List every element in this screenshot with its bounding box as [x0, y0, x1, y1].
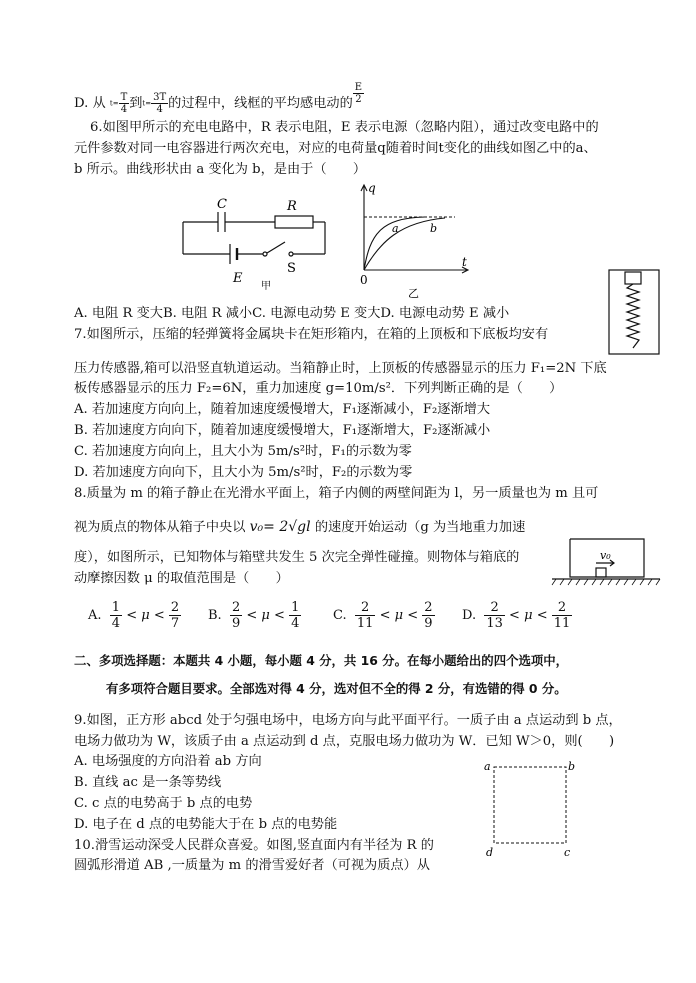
point-b-label: b	[568, 760, 576, 773]
q8-line2	[74, 518, 525, 537]
graph-fig-label: 乙	[408, 287, 419, 300]
opt-rel: <	[536, 608, 548, 623]
q8-line1: 8.质量为 m 的箱子静止在光滑水平面上，箱子内侧的两壁间距为 l，另一质量也为 m 且可	[74, 486, 599, 501]
q10-line1: 10.滑雪运动深受人民群众喜爱。如图,竖直面内有半径为 R 的	[74, 838, 434, 853]
v0-formula: v₀= 2√gl	[249, 519, 311, 535]
box-v0-label: v₀	[600, 549, 611, 562]
charge-time-graph	[350, 180, 480, 300]
opt-right-frac: $\frac{1}{4}$	[291, 600, 300, 631]
q8-line2-b: 的速度开始运动（g 为当地重力加速	[314, 520, 526, 535]
q6-line1: 6.如图甲所示的充电电路中，R 表示电阻，E 表示电源（忽略内阻），通过改变电路中的	[90, 120, 599, 135]
q9-option-d: D. 电子在 d 点的电势能大于在 b 点的电势能	[74, 817, 338, 832]
e-fraction: $\frac{E}{2}$	[354, 82, 363, 105]
q9-option-c: C. c 点的电势高于 b 点的电势	[74, 796, 253, 811]
opt-rel: <	[246, 608, 258, 623]
opt-label: C.	[333, 608, 347, 623]
opt-mu: μ	[261, 608, 270, 623]
point-a-label: a	[484, 760, 491, 773]
q9-option-b: B. 直线 ac 是一条等势线	[74, 775, 222, 790]
d-option-mid: 到	[129, 96, 143, 111]
q8-line4: 动摩擦因数 μ 的取值范围是（ ）	[74, 571, 289, 586]
t2-fraction: $\frac{3T}{4}$	[153, 92, 167, 115]
q7-option-a: A. 若加速度方向向上，随着加速度缓慢增大，F₁逐渐减小，F₂逐渐增大	[74, 402, 491, 417]
spring-box-figure	[607, 268, 662, 356]
point-d-label: d	[486, 846, 494, 859]
q8-line2-a: 视为质点的物体从箱子中央以	[74, 520, 246, 535]
q9-line1: 9.如图，正方形 abcd 处于匀强电场中，电场方向与此平面平行。一质子由 a 点运动到 b 点，	[74, 713, 622, 728]
q7-line3: 板传感器显示的压力 F₂=6N，重力加速度 g=10m/s²．下列判断正确的是（ ）	[74, 381, 563, 396]
q9-line2: 电场力做功为 W，该质子由 a 点运动到 d 点，克服电场力做功为 W．已知 W＞0，则( )	[74, 734, 615, 749]
d-option-line	[74, 82, 364, 115]
opt-left-frac: $\frac{2}{9}$	[231, 600, 241, 631]
q8-option-a	[88, 600, 181, 631]
q7-option-b: B. 若加速度方向向下，随着加速度缓慢增大，F₁逐渐增大，F₂逐渐减小	[74, 423, 491, 438]
opt-label: D.	[462, 608, 477, 623]
q6-line3: b 所示。曲线形状由 a 变化为 b，是由于（ ）	[74, 162, 367, 177]
d-option-prefix: D. 从	[74, 96, 110, 111]
q8-option-d	[462, 600, 572, 631]
q8-option-c	[333, 600, 435, 631]
q7-option-c: C. 若加速度方向向上，且大小为 5m/s²时，F₁的示数为零	[74, 444, 412, 459]
opt-right-frac: $\frac{2}{11}$	[553, 600, 571, 631]
circuit-fig-label: 甲	[261, 281, 271, 292]
opt-right-frac: $\frac{2}{7}$	[170, 600, 180, 631]
t-axis-label: t	[462, 255, 467, 269]
circuit-diagram	[175, 192, 335, 292]
q6-options: A. 电阻 R 变大B. 电阻 R 减小C. 电源电动势 E 变大D. 电源电动势 E 减小	[74, 306, 510, 321]
q6-line2: 元件参数对同一电容器进行两次充电，对应的电荷量q随着时间t变化的曲线如图乙中的a、	[74, 141, 597, 156]
opt-rel: <	[153, 608, 165, 623]
t1-fraction: $\frac{T}{4}$	[120, 92, 128, 115]
opt-rel: <	[274, 608, 285, 623]
q-axis-label: q	[368, 181, 376, 195]
opt-right-frac: $\frac{2}{9}$	[424, 600, 433, 631]
q7-line1: 7.如图所示，压缩的轻弹簧将金属块卡在矩形箱内，在箱的上顶板和下底板均安有	[74, 327, 549, 342]
opt-left-frac: $\frac{2}{13}$	[486, 600, 503, 631]
opt-label: A.	[88, 608, 102, 623]
opt-mu: μ	[394, 608, 404, 623]
t2-prefix: t=	[142, 99, 152, 108]
section2-heading-line1: 二、多项选择题：本题共 4 小题，每小题 4 分，共 16 分。在每小题给出的四个选项中，	[74, 653, 569, 668]
box-figure	[548, 533, 664, 591]
opt-left-frac: $\frac{1}{4}$	[111, 600, 121, 631]
opt-label: B.	[208, 608, 222, 623]
q8-line3: 度），如图所示，已知物体与箱壁共发生 5 次完全弹性碰撞。则物体与箱底的	[74, 550, 520, 565]
q10-line2: 圆弧形滑道 AB ,一质量为 m 的滑雪爱好者（可视为质点）从	[74, 858, 430, 873]
q8-option-b	[208, 600, 301, 631]
opt-mu: μ	[524, 608, 533, 623]
switch-label: S	[287, 261, 296, 276]
point-c-label: c	[564, 846, 571, 859]
opt-left-frac: $\frac{2}{11}$	[356, 600, 374, 631]
opt-rel: <	[509, 608, 520, 623]
q7-option-d: D. 若加速度方向向下，且大小为 5m/s²时，F₂的示数为零	[74, 465, 413, 480]
curve-b-label: b	[430, 222, 438, 235]
t1-prefix: t=	[109, 99, 119, 108]
q9-option-a: A. 电场强度的方向沿着 ab 方向	[74, 754, 262, 769]
d-option-suffix: 的过程中，线框的平均感电动的	[168, 96, 353, 111]
resistor-label: R	[287, 199, 297, 214]
square-abcd-figure	[482, 758, 582, 862]
section2-heading-line2: 有多项符合题目要求。全部选对得 4 分，选对但不全的得 2 分，有选错的得 0 分。	[106, 681, 567, 696]
q7-line2: 压力传感器,箱可以沿竖直轨道运动。当箱静止时，上顶板的传感器显示的压力 F₁=2N 下底	[74, 361, 607, 376]
opt-rel: <	[407, 608, 419, 623]
capacitor-label: C	[217, 197, 227, 212]
opt-rel: <	[126, 608, 138, 623]
opt-rel: <	[379, 608, 391, 623]
origin-label: 0	[360, 273, 368, 287]
opt-mu: μ	[141, 608, 150, 623]
emf-label: E	[233, 271, 243, 286]
curve-a-label: a	[392, 222, 399, 235]
